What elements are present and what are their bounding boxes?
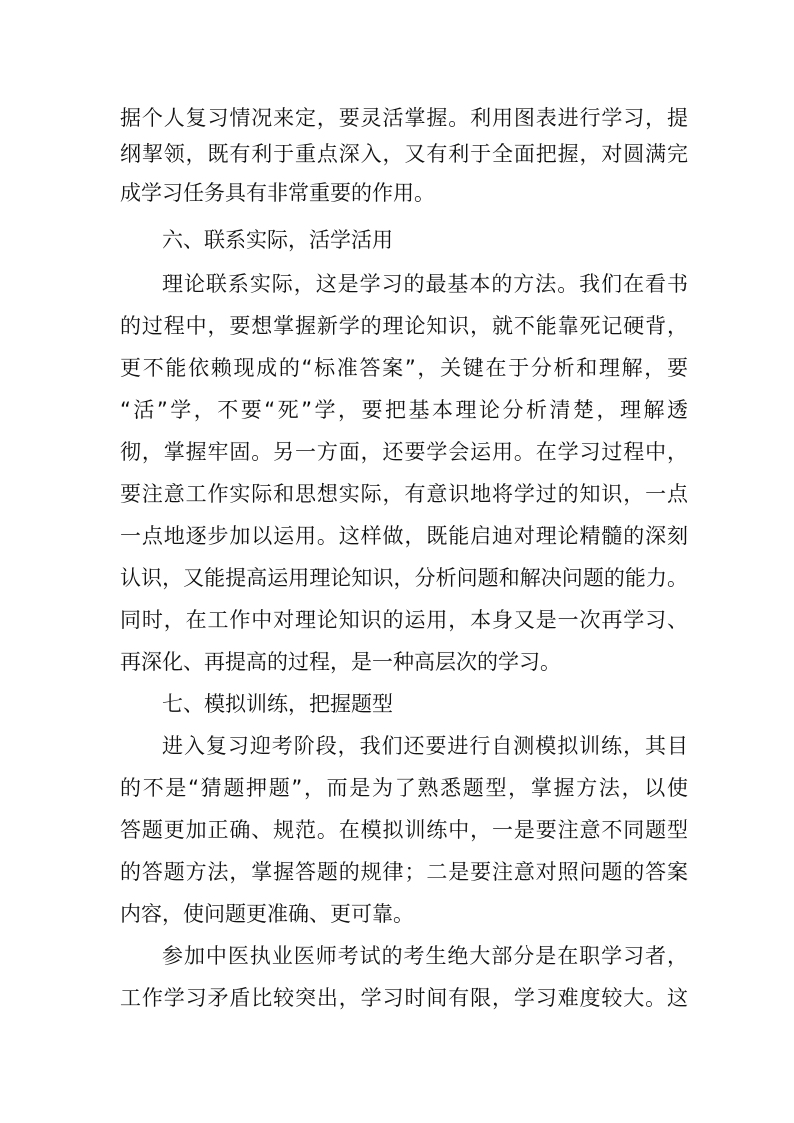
- text-line: 进入复习迎考阶段，我们还要进行自测模拟训练，其目: [162, 734, 688, 758]
- section-heading: 六、联系实际，活学活用: [162, 228, 393, 252]
- text-line: 再深化、再提高的过程，是一种高层次的学习。: [120, 650, 561, 674]
- section-heading: 七、模拟训练，把握题型: [162, 692, 393, 716]
- text-line: 更不能依赖现成的“标准答案”，关键在于分析和理解，要: [120, 356, 688, 380]
- text-line: 据个人复习情况来定，要灵活掌握。利用图表进行学习，提: [120, 106, 688, 130]
- text-line: 要注意工作实际和思想实际，有意识地将学过的知识，一点: [120, 482, 688, 506]
- text-line: 的过程中，要想掌握新学的理论知识，就不能靠死记硬背，: [120, 314, 688, 338]
- text-line: 认识，又能提高运用理论知识，分析问题和解决问题的能力。: [120, 566, 688, 590]
- text-line: 工作学习矛盾比较突出，学习时间有限，学习难度较大。这: [120, 986, 688, 1010]
- text-line: 内容，使问题更准确、更可靠。: [120, 902, 414, 926]
- text-line: 的答题方法，掌握答题的规律；二是要注意对照问题的答案: [120, 860, 688, 884]
- text-line: 彻，掌握牢固。另一方面，还要学会运用。在学习过程中，: [120, 440, 688, 464]
- text-line: 一点地逐步加以运用。这样做，既能启迪对理论精髓的深刻: [120, 524, 688, 548]
- text-line: 的不是“猜题押题”，而是为了熟悉题型，掌握方法，以使: [120, 776, 688, 800]
- text-line: 成学习任务具有非常重要的作用。: [120, 181, 435, 205]
- text-line: 参加中医执业医师考试的考生绝大部分是在职学习者，: [162, 944, 688, 968]
- text-line: 理论联系实际，这是学习的最基本的方法。我们在看书: [162, 272, 688, 296]
- text-line: “活”学，不要“死”学，要把基本理论分析清楚，理解透: [120, 398, 688, 422]
- text-line: 纲挈领，既有利于重点深入，又有利于全面把握，对圆满完: [120, 142, 688, 166]
- text-line: 同时，在工作中对理论知识的运用，本身又是一次再学习、: [120, 608, 688, 632]
- text-line: 答题更加正确、规范。在模拟训练中，一是要注意不同题型: [120, 818, 688, 842]
